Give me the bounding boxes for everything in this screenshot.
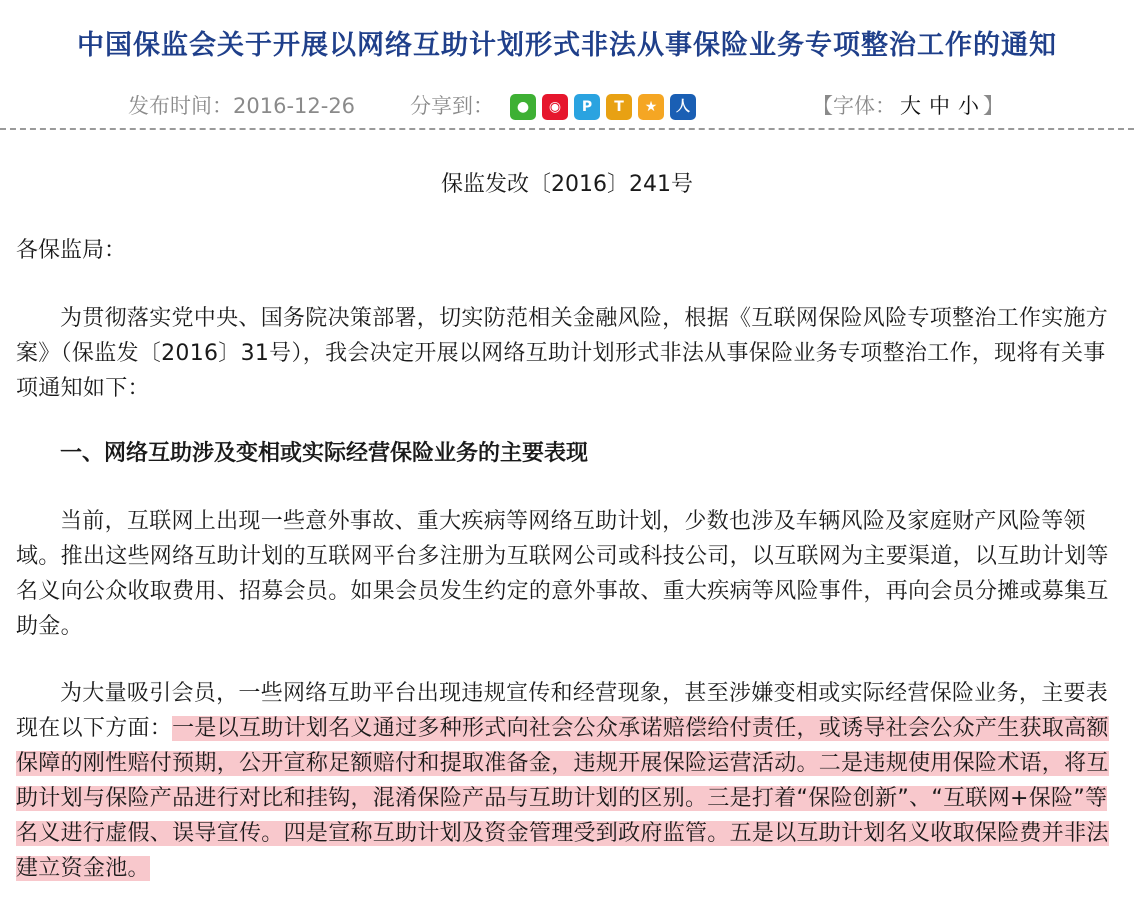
- font-size-large-link[interactable]: 大: [900, 94, 921, 118]
- article-meta: [0, 88, 1134, 124]
- share-icons: [510, 94, 696, 120]
- renren-icon[interactable]: 人: [670, 94, 696, 120]
- salutation: 各保监局：: [16, 238, 127, 263]
- font-size-selector: [812, 88, 1004, 124]
- font-size-suffix: 】: [983, 94, 1004, 118]
- highlighted-text: 一是以互助计划名义通过多种形式向社会公众承诺赔偿给付责任，或诱导社会公众产生获取高额保障的刚性赔付预期，公开宣称足额赔付和提取准备金，违规开展保险运营活动。二是违规使用保险术语，将互助计划与保险产品进行对比和挂钩，混淆保险产品与互助计划的区别。三是打着“保险创新”、“互联网+保险”等名义进行虚假、误导宣传。四是宣称互助计划及资金管理受到政府监管。五是以互助计划名义收取保险费并非法建立资金池。: [16, 716, 1109, 881]
- publish-date: [128, 88, 355, 124]
- share-label: 分享到：: [410, 94, 494, 118]
- paragraph-plain-text: 为大量吸引会员，一些网络互助平台出现违规宣传和经营现象，甚至涉嫌变相或实际经营保险业务，主要表现在以下方面：: [16, 681, 1109, 741]
- wechat-icon[interactable]: ●: [510, 94, 536, 120]
- publish-label: 发布时间：: [128, 94, 233, 118]
- paragraph-main-manifestations: [16, 676, 1120, 886]
- font-size-medium-link[interactable]: 中: [929, 94, 950, 118]
- qq-space-star-icon[interactable]: ★: [638, 94, 664, 120]
- paragraph-current-situation: 当前，互联网上出现一些意外事故、重大疾病等网络互助计划，少数也涉及车辆风险及家庭财产风险等领域。推出这些网络互助计划的互联网平台多注册为互联网公司或科技公司，以互联网为主要渠道，以互助计划等名义向公众收取费用、招募会员。如果会员发生约定的意外事故、重大疾病等风险事件，再向会员分摊或募集互助金。: [16, 509, 1109, 639]
- font-size-small-link[interactable]: 小: [958, 94, 979, 118]
- font-size-prefix: 【字体：: [812, 94, 896, 118]
- publish-date-value: 2016-12-26: [233, 94, 356, 118]
- document-number: 保监发改〔2016〕241号: [441, 172, 693, 197]
- paragraph-intro: 为贯彻落实党中央、国务院决策部署，切实防范相关金融风险，根据《互联网保险风险专项整治工作实施方案》（保监发〔2016〕31号），我会决定开展以网络互助计划形式非法从事保险业务专项整治工作，现将有关事项通知如下：: [16, 306, 1109, 401]
- section-heading: 一、网络互助涉及变相或实际经营保险业务的主要表现: [60, 441, 589, 466]
- weibo-icon[interactable]: ◉: [542, 94, 568, 120]
- tencent-weibo-icon[interactable]: T: [606, 94, 632, 120]
- header-divider: [0, 128, 1134, 130]
- qzone-icon[interactable]: P: [574, 94, 600, 120]
- article-title: 中国保监会关于开展以网络互助计划形式非法从事保险业务专项整治工作的通知: [77, 30, 1057, 61]
